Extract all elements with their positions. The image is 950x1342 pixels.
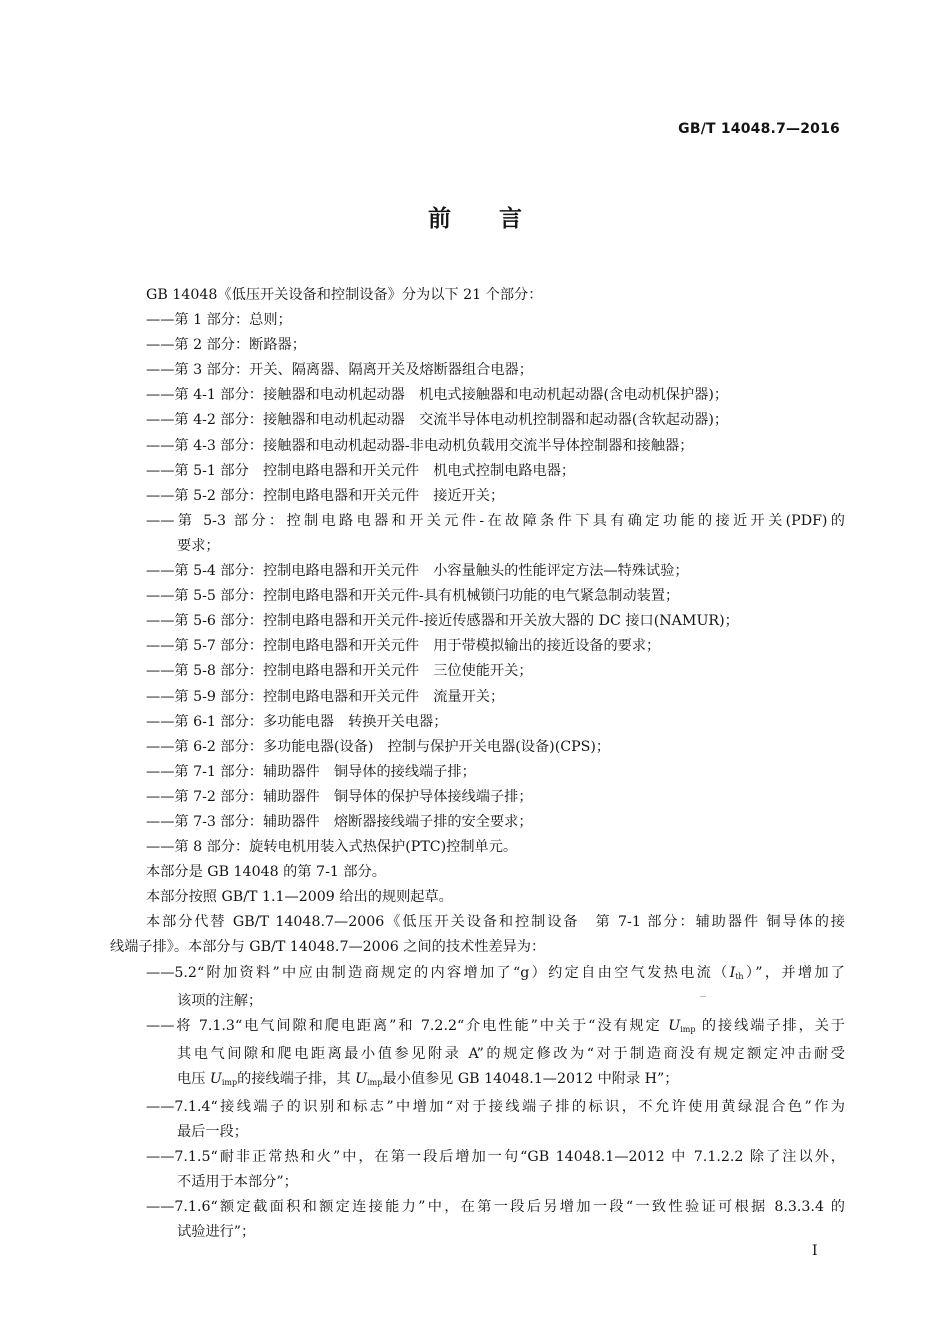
part-list-item: ——第 5-5 部分：控制电路电器和开关元件-具有机械锁闩功能的电气紧急制动装置； <box>146 588 680 605</box>
change-item-5-2 <box>110 961 845 989</box>
change-text: ——5.2“附加资料”中应由制造商规定的内容增加了“g）约定自由空气发热电流（ <box>146 964 730 981</box>
change-item-7-1-4: ——7.1.4“接线端子的识别和标志”中增加“对于接线端子排的标识，不允许使用黄绿混合色”作为 <box>146 1099 845 1115</box>
part-list-item: ——第 5-4 部分：控制电路电器和开关元件 小容量触头的性能评定方法—特殊试验； <box>146 563 689 580</box>
page-number: I <box>812 1243 818 1259</box>
subscript-th: th <box>735 971 744 981</box>
part-list-item: ——第 5-2 部分：控制电路电器和开关元件 接近开关； <box>146 487 505 504</box>
subscript-imp: imp <box>221 1077 238 1087</box>
part-list-item-continuation: 要求； <box>177 537 220 554</box>
change-item-7-1-5: ——7.1.5“耐非正常热和火”中，在第一段后增加一句“GB 14048.1—2012 中 7.1.2.2 除了注以外， <box>146 1149 845 1166</box>
paragraph-part-scope: 本部分是 GB 14048 的第 7-1 部分。 <box>146 864 386 881</box>
change-text: 的接线端子排，其 <box>237 1070 356 1087</box>
change-item-continuation <box>110 1067 845 1095</box>
change-item-7-1-6: ——7.1.6“额定截面积和额定连接能力”中，在第一段后另增加一段“一致性验证可根据 8.3.3.4 的 <box>146 1199 845 1216</box>
part-list-item: ——第 1 部分：总则； <box>146 312 292 329</box>
change-item-continuation: 其电气间隙和爬电距离最小值参见附录 A”的规定修改为“对于制造商没有规定额定冲击耐受 <box>177 1045 845 1062</box>
part-list-item: ——第 7-3 部分：辅助器件 熔断器接线端子排的安全要求； <box>146 813 533 830</box>
change-text: 电压 <box>177 1070 210 1087</box>
document-body <box>110 283 845 1246</box>
part-list-item: ——第 5-1 部分 控制电路电器和开关元件 机电式控制电路电器； <box>146 462 576 479</box>
part-list-item: ——第 7-1 部分：辅助器件 铜导体的接线端子排； <box>146 763 476 780</box>
change-item-continuation: 不适用于本部分”； <box>177 1174 298 1191</box>
part-list-item: ——第 6-2 部分：多功能电器(设备) 控制与保护开关电器(设备)(CPS)； <box>146 738 611 755</box>
intro-paragraph: GB 14048《低压开关设备和控制设备》分为以下 21 个部分： <box>146 287 543 303</box>
symbol-u: U <box>355 1070 368 1087</box>
part-list-item: ——第 6-1 部分：多功能电器 转换开关电器； <box>146 713 448 730</box>
part-list-item: ——第 3 部分：开关、隔离器、隔离开关及熔断器组合电器； <box>146 362 533 379</box>
part-list-item: ——第 7-2 部分：辅助器件 铜导体的保护导体接线端子排； <box>146 788 533 805</box>
symbol-i: I <box>729 964 736 981</box>
paragraph-drafting-rules: 本部分按照 GB/T 1.1—2009 给出的规则起草。 <box>146 889 453 906</box>
symbol-u: U <box>209 1070 222 1087</box>
part-list-item: ——第 4-1 部分：接触器和电动机起动器 机电式接触器和电动机起动器(含电动机保护器)； <box>146 387 729 404</box>
change-item-continuation: 最后一段； <box>177 1124 248 1141</box>
subscript-imp: imp <box>680 1024 696 1034</box>
change-text: ——将 7.1.3“电气间隙和爬电距离”和 7.2.2“介电性能”中关于“没有规定 <box>146 1017 669 1034</box>
paragraph-replaces-continuation: 线端子排》。本部分与 GB/T 14048.7—2006 之间的技术性差异为： <box>110 939 546 956</box>
part-list-item: ——第 4-3 部分：接触器和电动机起动器-非电动机负载用交流半导体控制器和接触器； <box>146 437 694 454</box>
part-list-item: ——第 5-6 部分：控制电路电器和开关元件-接近传感器和开关放大器的 DC 接口(NAMUR)； <box>146 613 739 630</box>
part-list-item: ——第 5-3 部分：控制电路电器和开关元件-在故障条件下具有确定功能的接近开关(PDF)的 <box>146 512 845 529</box>
symbol-u: U <box>668 1017 681 1034</box>
paragraph-replaces: 本部分代替 GB/T 14048.7—2006《低压开关设备和控制设备 第 7-1 部分：辅助器件 铜导体的接 <box>146 914 845 931</box>
change-item-continuation: 该项的注解； <box>177 992 263 1009</box>
change-text: 最小值参见 GB 14048.1—2012 中附录 H”； <box>382 1070 679 1087</box>
part-list-item: ——第 2 部分：断路器； <box>146 337 306 354</box>
page-title: 前言 <box>428 206 570 232</box>
change-item-continuation: 试验进行”； <box>177 1224 256 1241</box>
change-text: ）”，并增加了 <box>743 964 845 981</box>
part-list-item: ——第 8 部分：旋转电机用装入式热保护(PTC)控制单元。 <box>146 839 518 856</box>
part-list-item: ——第 4-2 部分：接触器和电动机起动器 交流半导体电动机控制器和起动器(含软起动器)； <box>146 412 729 429</box>
part-list-item: ——第 5-9 部分：控制电路电器和开关元件 流量开关； <box>146 688 505 705</box>
standard-number: GB/T 14048.7—2016 <box>678 121 840 137</box>
part-list-item: ——第 5-8 部分：控制电路电器和开关元件 三位使能开关； <box>146 663 533 680</box>
subscript-imp: imp <box>367 1077 383 1087</box>
change-item-7-1-3 <box>110 1014 845 1042</box>
change-text: 的接线端子排，关于 <box>695 1017 845 1034</box>
part-list-item: ——第 5-7 部分：控制电路电器和开关元件 用于带模拟输出的接近设备的要求； <box>146 638 661 655</box>
